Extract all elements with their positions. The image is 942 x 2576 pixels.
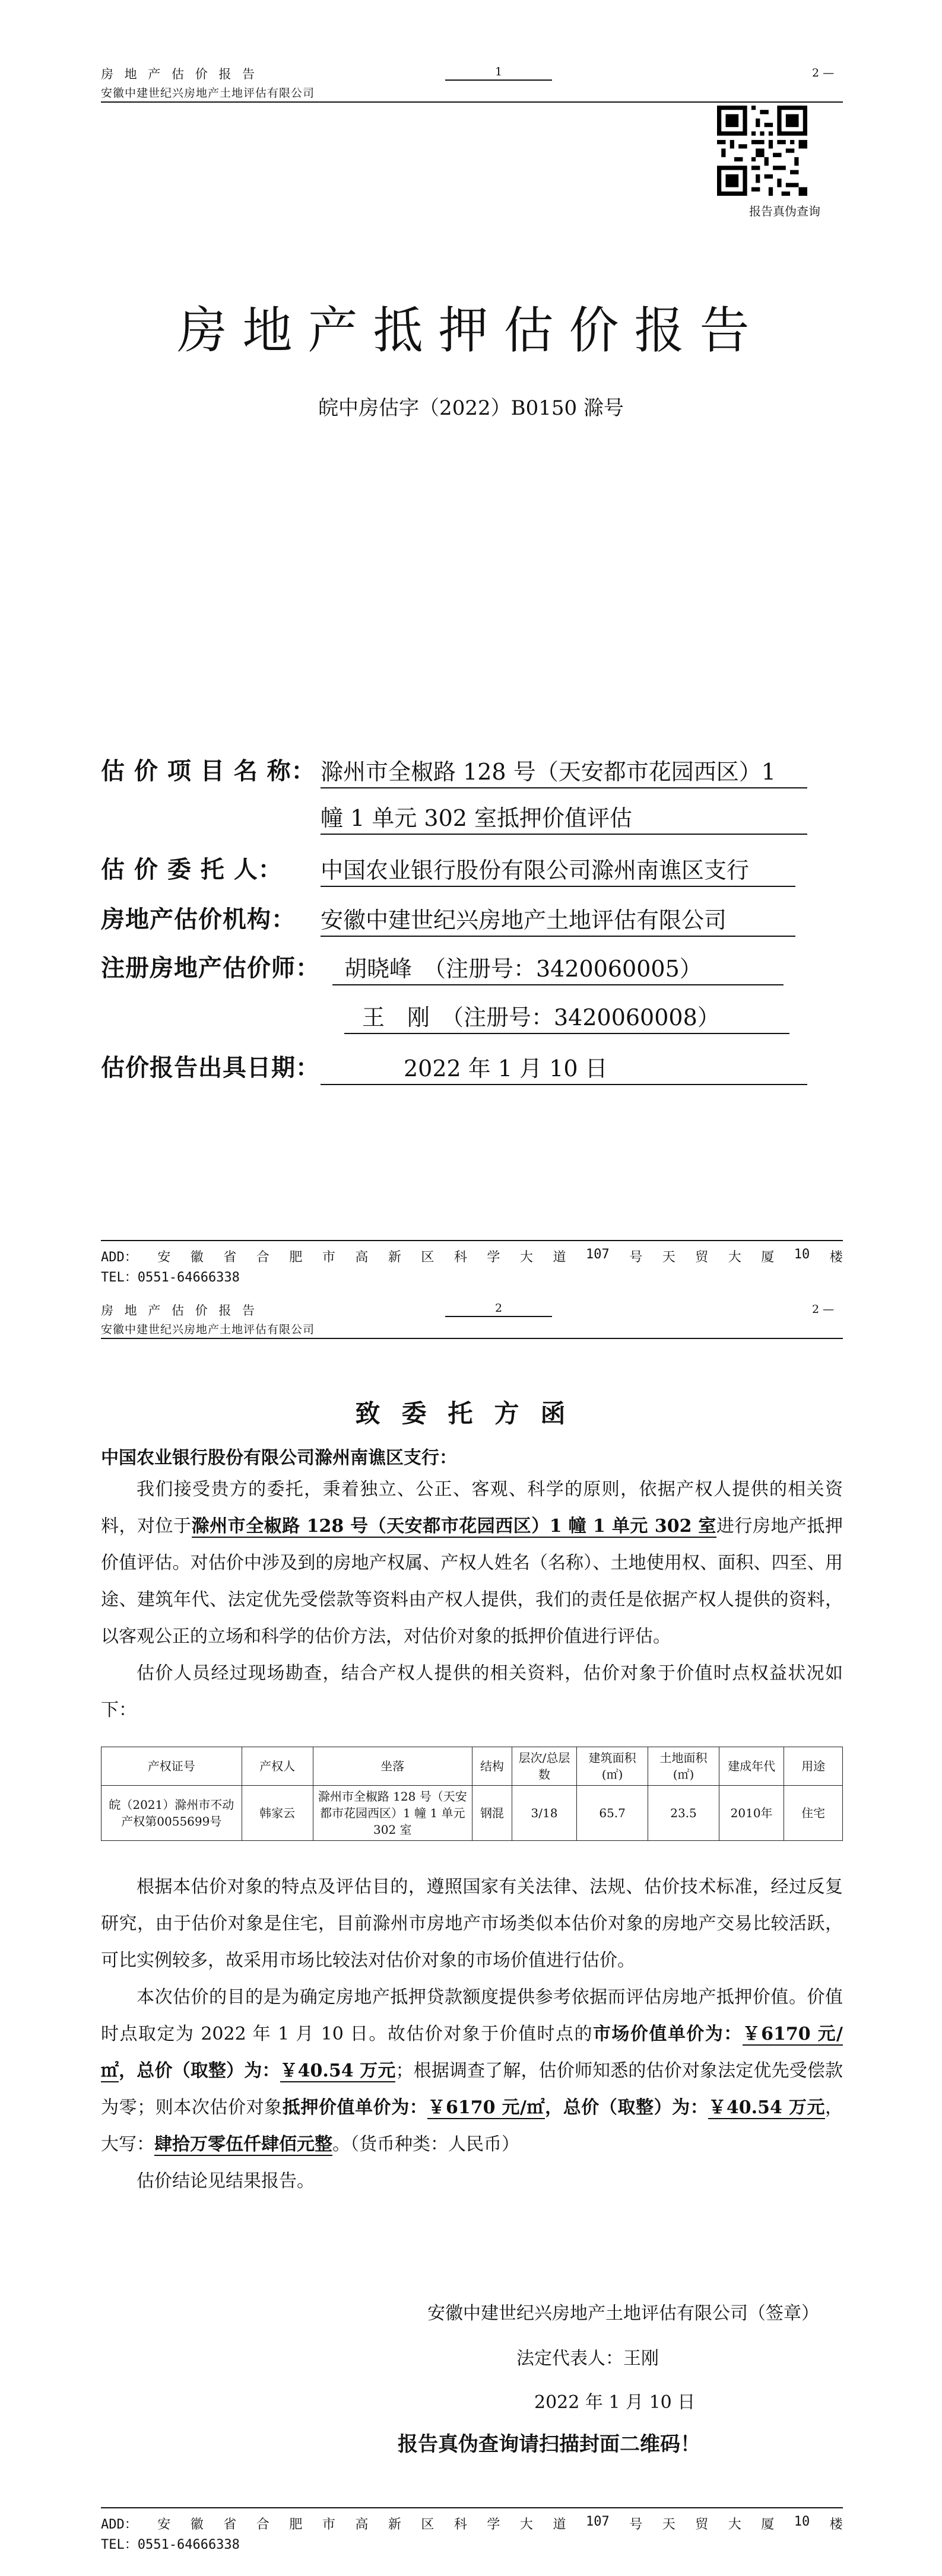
footer-addr-char: 107: [585, 2514, 610, 2529]
footer-addr-char: 大: [728, 2517, 741, 2532]
appraiser-2: 王 刚 （注册号：3420060008）: [344, 999, 789, 1034]
footer-addr-char: 学: [487, 1250, 500, 1265]
footer-addr-char: 徽: [190, 2517, 204, 2532]
letter-body: [101, 1471, 843, 1729]
paragraph-5: 估价结论见结果报告。: [137, 2171, 315, 2192]
footer-addr-char: 新: [388, 2517, 401, 2532]
appraiser-1: 胡晓峰 （注册号：3420060005）: [332, 950, 784, 985]
header-right-mark: 2 —: [812, 1303, 835, 1316]
footer-addr-char: 肥: [289, 1250, 303, 1265]
table-cell: 3/18: [512, 1786, 576, 1841]
mortgage-unit-label: 抵押价值单价为：: [282, 2097, 428, 2118]
signature-date: 2022 年 1 月 10 日: [534, 2392, 696, 2413]
table-header-cell: 产权人: [242, 1747, 313, 1786]
mortgage-total-price: ￥40.54 万元: [708, 2097, 826, 2118]
letter-title: 致委托方函: [355, 1399, 587, 1428]
agency-label: 房地产估价机构：: [101, 906, 296, 933]
footer-addr-char: 贸: [695, 1250, 709, 1265]
header-page-number: 2: [445, 1302, 552, 1317]
mortgage-unit-price: ￥6170 元/㎡: [427, 2097, 545, 2118]
table-cell: 23.5: [648, 1786, 719, 1841]
footer-addr-char: 楼: [829, 2517, 843, 2532]
footer-addr-char: 107: [585, 1247, 610, 1262]
footer-addr-char: 省: [223, 1250, 237, 1265]
table-header-cell: 土地面积(㎡): [648, 1747, 719, 1786]
client-value: 中国农业银行股份有限公司滁州南谯区支行: [321, 852, 795, 887]
legal-representative: 法定代表人：王刚: [516, 2348, 659, 2369]
addressee: 中国农业银行股份有限公司滁州南谯区支行：: [101, 1448, 457, 1468]
table-header-cell: 用途: [784, 1747, 843, 1786]
market-total-price: ￥40.54 万元: [280, 2060, 396, 2081]
footer-addr-char: 号: [629, 2517, 643, 2532]
paragraph-2: 估价人员经过现场勘查，结合产权人提供的相关资料，估价对象于价值时点权益状况如下：: [101, 1663, 843, 1720]
footer-addr-label: ADD：: [101, 2517, 138, 2532]
footer-addr-char: 市: [322, 2517, 335, 2532]
header-company: 安徽中建世纪兴房地产土地评估有限公司: [101, 1323, 315, 1336]
footer-addr-char: 合: [256, 2517, 269, 2532]
date-value: 2022 年 1 月 10 日: [321, 1050, 807, 1085]
document-number: 皖中房估字（2022）B0150 滁号: [318, 396, 624, 420]
header-title: 房 地 产 估 价 报 告: [101, 1303, 259, 1318]
footer-addr-char: 大: [519, 1250, 533, 1265]
qr-code-icon[interactable]: [717, 106, 807, 196]
table-cell: 皖（2021）滁州市不动产权第0055699号: [102, 1786, 242, 1841]
signature-company: 安徽中建世纪兴房地产土地评估有限公司（签章）: [427, 2303, 819, 2324]
project-value-line1: 滁州市全椒路 128 号（天安都市花园西区）1: [321, 753, 807, 788]
footer-address: [101, 2514, 843, 2533]
header-right-mark: 2 —: [812, 66, 835, 79]
footer-addr-char: 天: [662, 1250, 675, 1265]
footer-addr-label: ADD：: [101, 1250, 138, 1265]
footer-addr-char: 10: [794, 2514, 810, 2529]
table-cell: 滁州市全椒路 128 号（天安都市花园西区）1 幢 1 单元 302 室: [313, 1786, 472, 1841]
footer-addr-char: 安: [157, 1250, 171, 1265]
p1-address: 滁州市全椒路 128 号（天安都市花园西区）1 幢 1 单元 302 室: [191, 1516, 716, 1537]
table-header-cell: 建成年代: [719, 1747, 784, 1786]
agency-value: 安徽中建世纪兴房地产土地评估有限公司: [321, 902, 795, 937]
footer-addr-char: 道: [553, 1250, 566, 1265]
table-cell: 65.7: [577, 1786, 648, 1841]
property-table: [101, 1747, 843, 1841]
footer-addr-char: 省: [223, 2517, 237, 2532]
table-cell: 钢混: [472, 1786, 512, 1841]
footer-addr-char: 10: [794, 1247, 810, 1262]
footer-addr-char: 徽: [190, 1250, 204, 1265]
project-value-line2: 幢 1 单元 302 室抵押价值评估: [321, 800, 807, 835]
footer-addr-char: 天: [662, 2517, 675, 2532]
table-cell: 住宅: [784, 1786, 843, 1841]
footer-tel: TEL：0551-64666338: [101, 1270, 240, 1285]
footer-addr-char: 厦: [761, 2517, 775, 2532]
client-label: 估 价 委 托 人：: [101, 856, 283, 883]
header-title: 房 地 产 估 价 报 告: [101, 67, 259, 81]
header-page-number: 1: [445, 65, 552, 81]
footer-addr-char: 科: [453, 2517, 467, 2532]
footer-addr-char: 大: [519, 2517, 533, 2532]
footer-address: [101, 1247, 843, 1265]
footer-addr-char: 高: [355, 2517, 369, 2532]
footer-addr-char: 号: [629, 1250, 643, 1265]
amount-in-words: 肆拾万零伍仟肆佰元整: [154, 2134, 332, 2155]
footer-addr-char: 科: [453, 1250, 467, 1265]
footer-addr-char: 市: [322, 1250, 335, 1265]
mortgage-total-label: ，总价（取整）为：: [545, 2097, 709, 2118]
table-header-cell: 坐落: [313, 1747, 472, 1786]
appraiser-label: 注册房地产估价师：: [101, 955, 320, 982]
footer-addr-char: 区: [421, 2517, 434, 2532]
project-label: 估 价 项 目 名 称：: [101, 758, 316, 785]
p4-text-4: 。（货币种类：人民币）: [332, 2134, 519, 2155]
market-unit-price: ￥6170 元/㎡: [101, 2024, 843, 2081]
table-header-cell: 结构: [472, 1747, 512, 1786]
p1-text: 我们接受贵方的委托，秉着独立、公正、客观、科学的原则，依据产权人提供的相关资料，对位于: [101, 1479, 843, 1537]
table-cell: 韩家云: [242, 1786, 313, 1841]
footer-addr-char: 厦: [761, 1250, 775, 1265]
footer-addr-char: 道: [553, 2517, 566, 2532]
footer-addr-char: 大: [728, 1250, 741, 1265]
market-total-label: ，总价（取整）为：: [119, 2060, 280, 2081]
footer-addr-char: 高: [355, 1250, 369, 1265]
report-title: 房地产抵押估价报告: [177, 301, 765, 360]
footer-rule: [101, 1240, 843, 1241]
p4-text: 本次估价的目的是为确定房地产抵押贷款额度提供参考依据而评估房地产抵押价值。价值时点取定为 2022 年 1 月 10 日。故估价对象于价值时点的: [101, 1987, 843, 2044]
market-unit-label: 市场价值单价为：: [592, 2024, 743, 2044]
footer-addr-char: 安: [157, 2517, 171, 2532]
footer-rule: [101, 2507, 843, 2508]
footer-addr-char: 肥: [289, 2517, 303, 2532]
table-header-cell: 层次/总层数: [512, 1747, 576, 1786]
footer-addr-char: 贸: [695, 2517, 709, 2532]
table-header-row: [102, 1747, 843, 1786]
paragraph-1: [101, 1471, 843, 1655]
footer-addr-char: 新: [388, 1250, 401, 1265]
footer-tel: TEL：0551-64666338: [101, 2537, 240, 2552]
p4-text-3: ，大写：: [101, 2097, 843, 2155]
footer-addr-char: 合: [256, 1250, 269, 1265]
date-label: 估价报告出具日期：: [101, 1054, 320, 1082]
letter-body-2: [101, 1869, 843, 2200]
header-rule: [101, 1338, 843, 1339]
footer-addr-char: 区: [421, 1250, 434, 1265]
footer-addr-char: 楼: [829, 1250, 843, 1265]
header-rule: [101, 101, 843, 103]
table-row: [102, 1786, 843, 1841]
table-cell: 2010年: [719, 1786, 784, 1841]
header-company: 安徽中建世纪兴房地产土地评估有限公司: [101, 87, 315, 100]
authenticity-notice: 报告真伪查询请扫描封面二维码！: [398, 2432, 700, 2456]
table-header-cell: 建筑面积(㎡): [577, 1747, 648, 1786]
qr-caption: 报告真伪查询: [749, 204, 820, 218]
paragraph-3: 根据本估价对象的特点及评估目的，遵照国家有关法律、法规、估价技术标准，经过反复研究，由于估价对象是住宅，目前滁州市房地产市场类似本估价对象的房地产交易比较活跃，可比实例较多，故采用市场比较法对估价对象的市场价值进行估价。: [101, 1877, 843, 1971]
footer-addr-char: 学: [487, 2517, 500, 2532]
paragraph-4: [101, 1979, 843, 2163]
p1-text-2: 进行房地产抵押价值评估。对估价中涉及到的房地产权属、产权人姓名（名称）、土地使用权、面积、四至、用途、建筑年代、法定优先受偿款等资料由产权人提供，我们的责任是依据产权人提供的资料，以客观公正的立场和科学的估价方法，对估价对象的抵押价值进行评估。: [101, 1516, 843, 1647]
p4-text-2: ；根据调查了解，估价师知悉的估价对象法定优先受偿款为零；则本次估价对象: [101, 2060, 843, 2118]
table-header-cell: 产权证号: [102, 1747, 242, 1786]
